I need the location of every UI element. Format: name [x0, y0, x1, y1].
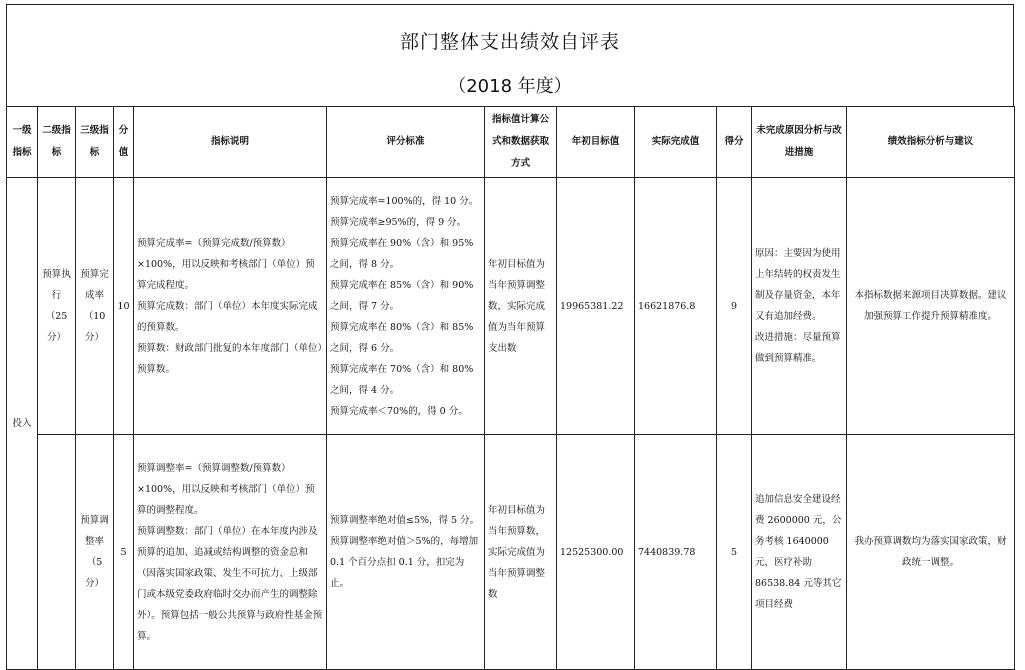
title-block — [6, 4, 1014, 106]
cell-level3: 预算完成率（10 分） — [76, 178, 114, 435]
criteria-line: 预算完成率＜70%的，得 0 分。 — [330, 405, 468, 417]
criteria-line: 预算完成率在 85%（含）和 90%之间，得 7 分。 — [330, 279, 474, 312]
cell-score: 5 — [717, 435, 752, 670]
description-line: 预算调整数：部门（单位）在本年度内涉及预算的追加、追减或结构调整的资金总和（因落实国家政策、发生不可抗力、上级部门或本级党委政府临时交办而产生的调整除外）。预算包括一般公共预算与政府性基金预算。 — [137, 525, 323, 642]
cell-description — [134, 435, 327, 670]
cell-description — [134, 178, 327, 435]
description-line: 预算数：财政部门批复的本年度部门（单位）预算数。 — [137, 342, 323, 375]
header-target: 年初目标值 — [557, 107, 635, 178]
cell-formula: 年初目标值为当年预算调整数，实际完成值为当年预算支出数 — [485, 178, 557, 435]
cell-criteria — [327, 435, 485, 670]
evaluation-table — [6, 106, 1015, 670]
cell-score-value: 10 — [114, 178, 134, 435]
table-row — [7, 178, 1015, 435]
cell-reason — [752, 435, 847, 670]
cell-level2 — [38, 435, 76, 670]
cell-analysis: 本指标数据来源项目决算数据。建议加强预算工作提升预算精准度。 — [847, 178, 1015, 435]
cell-actual: 7440839.78 — [635, 435, 717, 670]
criteria-line: 预算调整率绝对值＞5%的，每增加 0.1 个百分点扣 0.1 分，扣完为止。 — [330, 536, 479, 589]
criteria-line: 预算完成率=100%的，得 10 分。 — [330, 195, 479, 207]
cell-level3: 预算调整率（5 分） — [76, 435, 114, 670]
reason-line: 原因：主要因为使用上年结转的权责发生制及存量资金，本年又有追加经费。 — [755, 248, 841, 322]
description-line: 预算完成数：部门（单位）本年度实际完成的预算数。 — [137, 300, 318, 333]
cell-target: 19965381.22 — [557, 178, 635, 435]
cell-reason — [752, 178, 847, 435]
description-line: 预算完成率=（预算完成数/预算数）×100%，用以反映和考核部门（单位）预算完成程度。 — [137, 237, 315, 291]
cell-criteria — [327, 178, 485, 435]
header-level3: 三级指标 — [76, 107, 114, 178]
header-formula: 指标值计算公式和数据获取方式 — [485, 107, 557, 178]
reason-line: 改进措施：尽量预算做到预算精准。 — [755, 332, 841, 364]
header-level2: 二级指标 — [38, 107, 76, 178]
cell-formula: 年初目标值为当年预算数，实际完成值为当年预算调整数 — [485, 435, 557, 670]
performance-table-sheet — [6, 4, 1014, 670]
header-level1: 一级指标 — [7, 107, 38, 178]
cell-level1: 投入 — [7, 178, 38, 670]
header-analysis: 绩效指标分析与建议 — [847, 107, 1015, 178]
table-row — [7, 435, 1015, 670]
header-row — [7, 107, 1015, 178]
header-description: 指标说明 — [134, 107, 327, 178]
header-score-value: 分值 — [114, 107, 134, 178]
criteria-line: 预算完成率在 70%（含）和 80%之间，得 4 分。 — [330, 363, 474, 396]
description-line: 预算调整率=（预算调整数/预算数）×100%，用以反映和考核部门（单位）预算的调整程度。 — [137, 462, 315, 516]
year-subtitle: （2018 年度） — [448, 76, 572, 97]
cell-target: 12525300.00 — [557, 435, 635, 670]
cell-level2: 预算执行（25 分） — [38, 178, 76, 435]
reason-line: 追加信息安全建设经费 2600000 元，公务考核 1640000 元，医疗补助 86538.84 元等其它项目经费 — [755, 494, 842, 610]
cell-score-value: 5 — [114, 435, 134, 670]
criteria-line: 预算调整率绝对值≤5%，得 5 分。 — [330, 515, 480, 526]
criteria-line: 预算完成率≥95%的，得 9 分。 — [330, 216, 467, 228]
header-score: 得分 — [717, 107, 752, 178]
cell-actual: 16621876.8 — [635, 178, 717, 435]
criteria-line: 预算完成率在 80%（含）和 85%之间，得 6 分。 — [330, 321, 474, 354]
criteria-line: 预算完成率在 90%（含）和 95%之间，得 8 分。 — [330, 237, 474, 270]
page-title: 部门整体支出绩效自评表 — [399, 31, 620, 53]
header-reason: 未完成原因分析与改进措施 — [752, 107, 847, 178]
cell-analysis: 我办预算调数均为落实国家政策，财政统一调整。 — [847, 435, 1015, 670]
header-actual: 实际完成值 — [635, 107, 717, 178]
cell-score: 9 — [717, 178, 752, 435]
header-criteria: 评分标准 — [327, 107, 485, 178]
